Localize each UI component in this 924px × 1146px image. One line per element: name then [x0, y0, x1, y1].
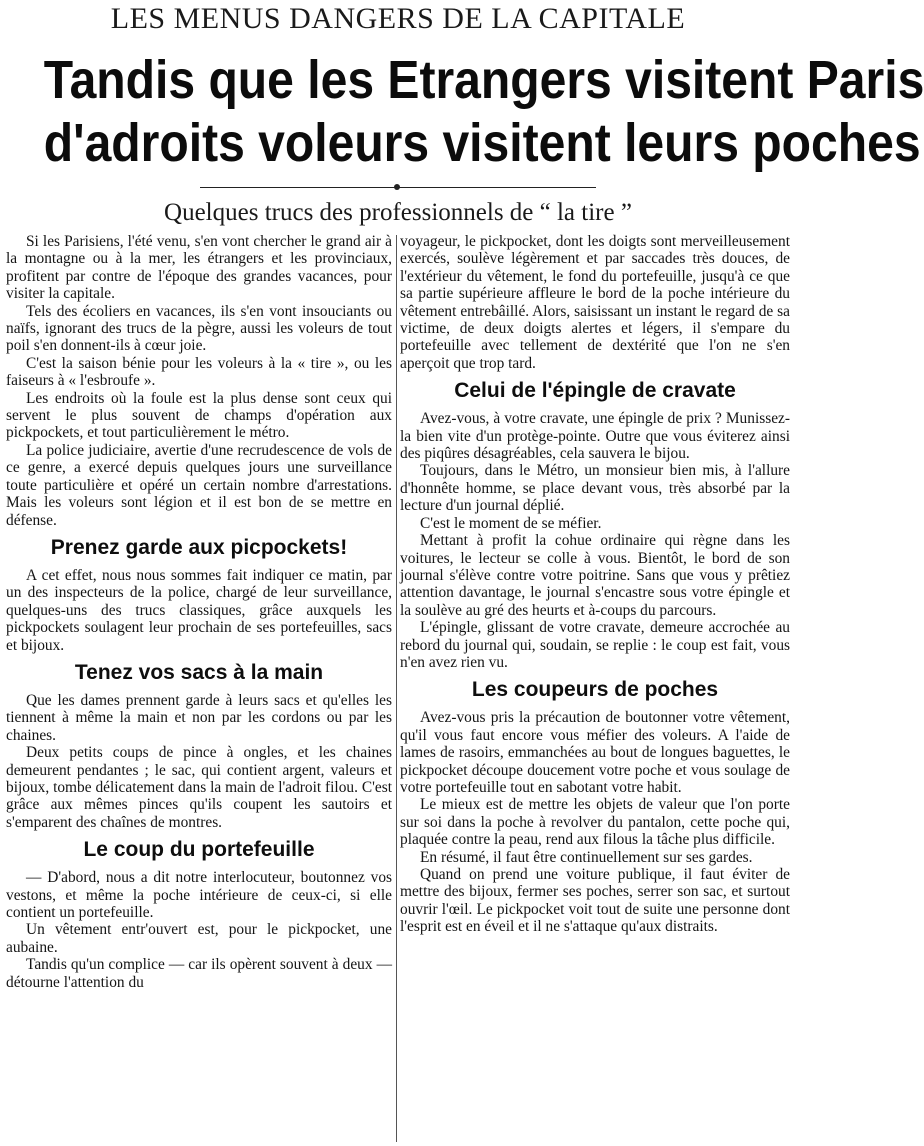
- subheadline: Quelques trucs des professionnels de “ la tire ”: [164, 199, 632, 226]
- section-heading: Celui de l'épingle de cravate: [454, 379, 736, 403]
- paragraph: Mettant à profit la cohue ordinaire qui règne dans les voitures, le lecteur se colle à vous. Bientôt, le bord de son journal s'élève contre votre poitrine. Sans que vous y prêtiez attention davantage, le journal s'encastre sous votre épingle et la soulève au gré des heurts et à-coups du parcours.: [400, 532, 790, 619]
- column-divider: [396, 235, 397, 1142]
- paragraph: — D'abord, nous a dit notre interlocuteur, boutonnez vos vestons, et même la poche intérieure de ceux-ci, si elle contient un portefeuille.: [6, 869, 392, 921]
- paragraph: Que les dames prennent garde à leurs sacs et qu'elles les tiennent à même la main et non par les cordons ou par les chaines.: [6, 691, 392, 744]
- section-heading: Prenez garde aux picpockets!: [50, 535, 348, 559]
- headline-line-1: Tandis que les Etrangers visitent Paris: [43, 50, 924, 110]
- paragraph: A cet effet, nous nous sommes fait indiquer ce matin, par un des inspecteurs de la police, chargé de leur surveillance, quelques-uns des trucs classiques, grâce auxquels les pickpockets soulagent leur prochain de ses portefeuilles, sacs et bijoux.: [6, 566, 392, 654]
- paragraph: L'épingle, glissant de votre cravate, demeure accrochée au rebord du journal qui, soudain, se replie : le coup est fait, vous n'en avez rien vu.: [400, 619, 790, 671]
- paragraph: Avez-vous, à votre cravate, une épingle de prix ? Munissez-la bien vite d'un protège-pointe. Outre que vous éviterez ainsi des piqûres désagréables, cela sauvera le bijou.: [400, 410, 790, 463]
- paragraph: La police judiciaire, avertie d'une recrudescence de vols de ce genre, a exercé depuis quelques jours une surveillance toute particulière et opéré un certain nombre d'arrestations. Mais les voleurs sont légion et il est bon de se mettre en défense.: [6, 441, 392, 529]
- section-heading: Les coupeurs de poches: [471, 678, 719, 702]
- paragraph: C'est le moment de se méfier.: [420, 514, 602, 532]
- paragraph: voyageur, le pickpocket, dont les doigts sont merveilleusement exercés, soulève légèrement et par saccades très douces, de l'extérieur du vêtement, le fond du portefeuille, jusqu'à ce que sa partie supérieure affleure le bord de la poche intérieure du vêtement entrebâillé. Alors, saisissant un instant le regard de sa victime, de deux doigts alertes et légers, il s'empare du portefeuille avec tellement de dextérité que l'on ne s'en aperçoit que trop tard.: [400, 233, 790, 372]
- paragraph: C'est la saison bénie pour les voleurs à la « tire », ou les faiseurs à « l'esbroufe ».: [6, 354, 392, 390]
- paragraph: En résumé, il faut être continuellement sur ses gardes.: [420, 848, 753, 866]
- paragraph: Le mieux est de mettre les objets de valeur que l'on porte sur soi dans la poche à revolver du pantalon, cette poche qui, plaquée contre la peau, rend aux filous la tâche plus difficile.: [400, 796, 790, 849]
- paragraph: Un vêtement entr'ouvert est, pour le pickpocket, une aubaine.: [6, 921, 392, 956]
- section-heading: Tenez vos sacs à la main: [74, 660, 324, 684]
- kicker-title: LES MENUS DANGERS DE LA CAPITALE: [110, 2, 686, 35]
- divider-ornament: [394, 184, 400, 190]
- article-column-2: [400, 233, 790, 1146]
- paragraph: Quand on prend une voiture publique, il faut éviter de mettre des bijoux, fermer ses poches, serrer son sac, et surtout ouvrir l'œil. Le pickpocket voit tout de suite une personne dont l'esprit est en éveil et il ne s'attaque qu'aux distraits.: [400, 866, 790, 936]
- section-heading: Le coup du portefeuille: [83, 838, 315, 862]
- headline-line-2: d'adroits voleurs visitent leurs poches: [43, 113, 921, 173]
- paragraph: Deux petits coups de pince à ongles, et les chaines demeurent pendantes ; le sac, qui contient argent, valeurs et bijoux, tombe délicatement dans la main de l'adroit filou. C'est grâce aux mêmes pinces qu'ils coupent les sautoirs et s'emparent des chaînes de montres.: [6, 744, 392, 831]
- paragraph: Si les Parisiens, l'été venu, s'en vont chercher le grand air à la montagne ou à la mer, les étrangers et les provinciaux, profitent par contre de l'époque des grandes vacances, pour visiter la capitale.: [6, 233, 392, 303]
- paragraph: Toujours, dans le Métro, un monsieur bien mis, à l'allure d'honnête homme, se place devant vous, très absorbé par la lecture d'un journal déplié.: [400, 462, 790, 515]
- paragraph: Tandis qu'un complice — car ils opèrent souvent à deux — détourne l'attention du: [6, 956, 392, 991]
- article-column-1: [6, 233, 392, 1146]
- paragraph: Tels des écoliers en vacances, ils s'en vont insouciants ou naïfs, ignorant des trucs de la pègre, aussi les voleurs de tout poil s'en donnent-ils à cœur joie.: [6, 302, 392, 355]
- paragraph: Avez-vous pris la précaution de boutonner votre vêtement, qu'il vous faut encore vous méfier des voleurs. A l'aide de lames de rasoirs, emmanchées au bout de longues baguettes, le pickpocket découpe doucement votre poche et vous soulage de votre portefeuille tout en sabotant votre habit.: [400, 709, 790, 796]
- paragraph: Les endroits où la foule est la plus dense sont ceux qui servent le plus souvent de champs d'opération aux pickpockets, et tout particulièrement le métro.: [6, 389, 392, 442]
